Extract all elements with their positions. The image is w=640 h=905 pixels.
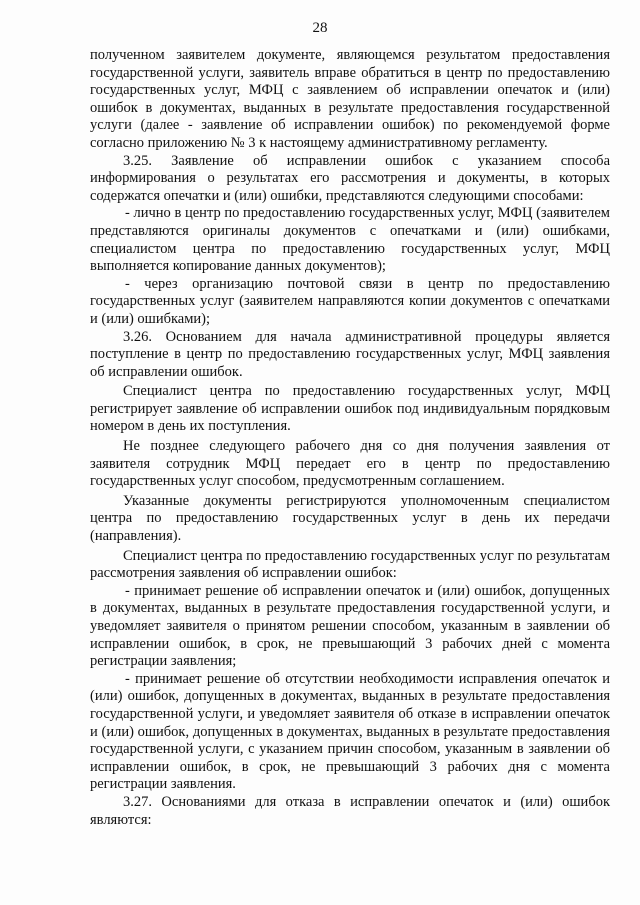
bullet-decision-refuse: - принимает решение об отсутствии необходимости исправления опечаток и (или) ошибок, допущенных в документах, выданных в результате предоставления государственной услуги, и уведомляет заявителя об отказе в исправлении опечаток и (или) ошибок, допущенных в документах, выданных в результате предоставления государственной услуги, с указанием причин способом, указанным в заявлении об исправлении ошибок, в срок, не превышающий 3 рабочих дня с момента регистрации заявления. [90,670,610,793]
paragraph-3-26: 3.26. Основанием для начала административной процедуры является поступление в центр по предоставлению государственных услуг, МФЦ заявления об исправлении ошибок. [90,328,610,380]
document-body [90,47,610,829]
paragraph-registration: Специалист центра по предоставлению государственных услуг, МФЦ регистрирует заявление об исправлении ошибок под индивидуальным порядковым номером в день их поступления. [90,383,610,435]
page-number: 28 [312,20,328,36]
bullet-decision-correct: - принимает решение об исправлении опечаток и (или) ошибок, допущенных в документах, выданных в результате предоставления государственной услуги, и уведомляет заявителя о принятом решении способом, указанным в заявлении об исправлении ошибок, в срок, не превышающий 3 рабочих дней с момента регистрации заявления; [90,582,610,670]
paragraph-specialist-review: Специалист центра по предоставлению государственных услуг по результатам рассмотрения заявления об исправлении ошибок: [90,547,610,582]
paragraph-continuation: полученном заявителем документе, являющемся результатом предоставления государственной услуги, заявитель вправе обратиться в центр по предоставлению государственных услуг, МФЦ с заявлением об исправлении опечаток и (или) ошибок в документах, выданных в результате предоставления государственной услуги (далее - заявление об исправлении ошибок) по рекомендуемой форме согласно приложению № 3 к настоящему административному регламенту. [90,47,610,151]
bullet-by-post: - через организацию почтовой связи в центр по предоставлению государственных услуг (заявителем направляются копии документов с опечатками и (или) ошибками); [90,275,610,327]
paragraph-documents-registered: Указанные документы регистрируются уполномоченным специалистом центра по предоставлению государственных услуг в день их передачи (направления). [90,492,610,545]
paragraph-transfer: Не позднее следующего рабочего дня со дня получения заявления от заявителя сотрудник МФЦ передает его в центр по предоставлению государственных услуг способом, предусмотренным соглашением. [90,438,610,490]
paragraph-3-25: 3.25. Заявление об исправлении ошибок с указанием способа информирования о результатах его рассмотрения и документы, в которых содержатся опечатки и (или) ошибки, представляются следующими способами: [90,152,610,204]
bullet-in-person: - лично в центр по предоставлению государственных услуг, МФЦ (заявителем представляются оригиналы документов с опечатками и (или) ошибками, специалистом центра по предоставлению государственных услуг, МФЦ выполняется копирование данных документов); [90,205,610,275]
paragraph-3-27: 3.27. Основаниями для отказа в исправлении опечаток и (или) ошибок являются: [90,793,610,828]
